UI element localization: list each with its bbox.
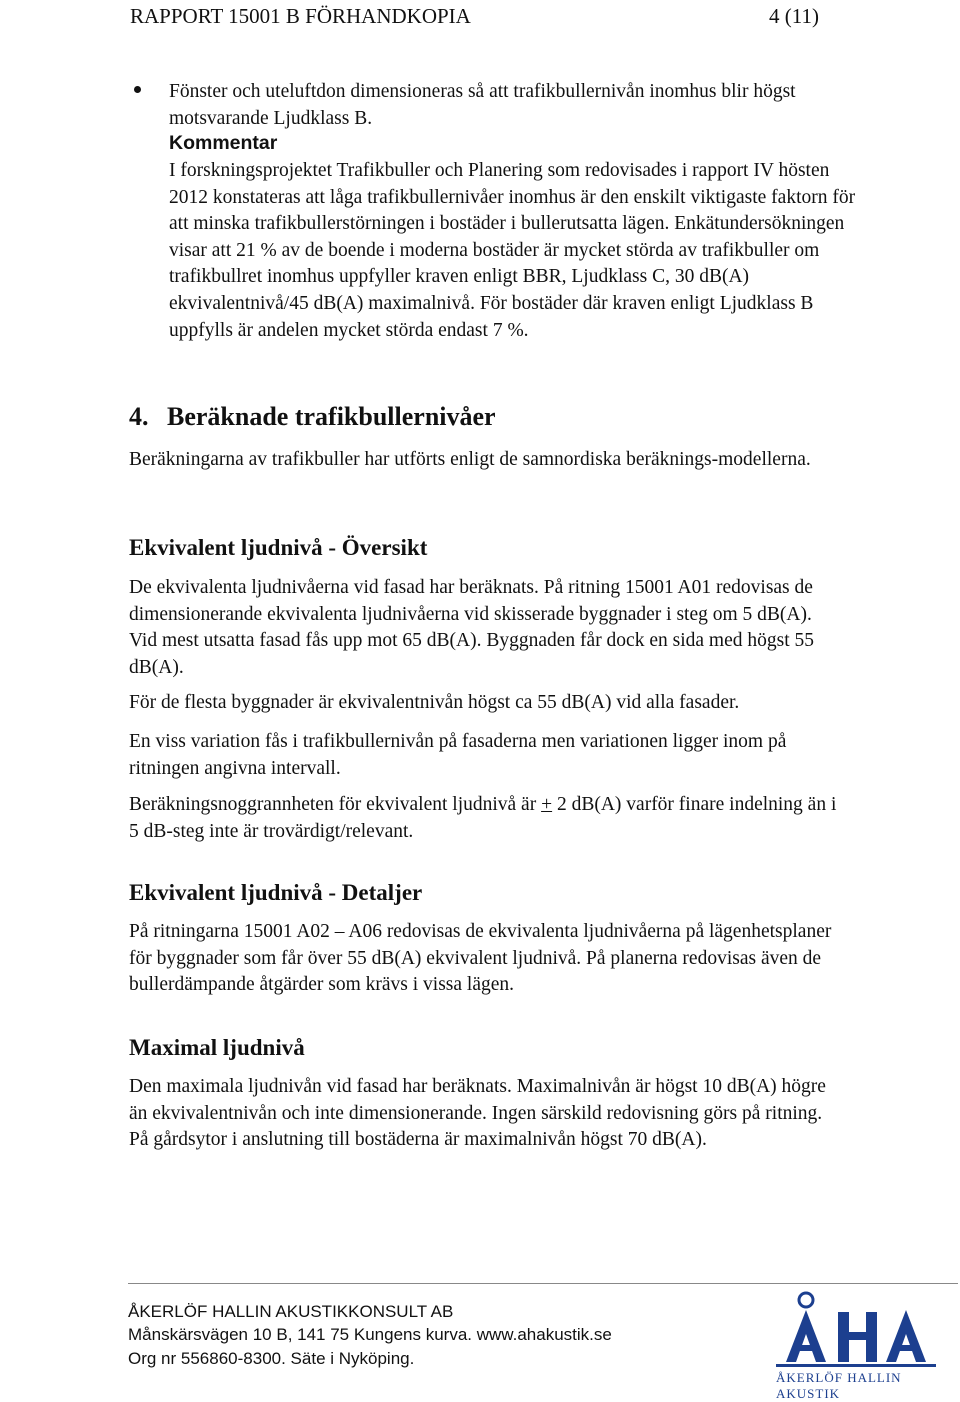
report-title: RAPPORT 15001 B FÖRHANDKOPIA [130,4,471,28]
footer-address: Månskärsvägen 10 B, 141 75 Kungens kurva. www.ahakustik.se [128,1325,612,1344]
page-number: 4 (11) [769,4,819,28]
comment-body: I forskningsprojektet Trafikbuller och Planering som redovisades i rapport IV hösten 2012 konstateras att låga trafikbullernivåer inomhus är den enskilt viktigaste faktorn för att minska trafikbullerstörningen i bostäder i bullerutsatta lägen. Enkätundersökningen visar att 21 % av de boende i moderna bostäder är mycket störda av trafikbuller om trafikbullret inomhus uppfyller kraven enligt BBR, Ljudklass C, 30 dB(A) ekvivalentnivå/45 dB(A) maximalnivå. För bostäder där kraven enligt Ljudklass B uppfylls är andelen mycket störda endast 7 %. [169,160,856,341]
overview-paragraph-4 [129,792,839,845]
footer-company: ÅKERLÖF HALLIN AKUSTIKKONSULT AB [128,1302,454,1321]
plus-minus-sign: + [541,794,553,815]
details-paragraph: På ritningarna 15001 A02 – A06 redovisas de ekvivalenta ljudnivåerna på lägenhetsplaner för byggnader som får över 55 dB(A) ekvivalent ljudnivå. På planerna redovisas även de bullerdämpande åtgärder som krävs i vissa lägen. [129,921,832,996]
maximal-paragraph: Den maximala ljudnivån vid fasad har beräknats. Maximalnivån är högst 10 dB(A) högre än ekvivalentnivån och inte dimensionerande. Ingen särskild redovisning görs på ritning. På gårdsytor i anslutning till bostäderna är maximalnivån högst 70 dB(A). [129,1076,826,1151]
accuracy-text-end: 2 dB(A) varför finare indelning än i 5 dB-steg inte är trovärdigt/relevant. [129,794,837,842]
footer-divider [128,1283,958,1284]
accuracy-text-start: Beräkningsnoggrannheten för ekvivalent ljudnivå är [129,794,542,815]
details-heading: Ekvivalent ljudnivå - Detaljer [129,880,423,905]
section-number: 4. [129,402,149,431]
logo-caption: ÅKERLÖF HALLIN AKUSTIK [776,1370,902,1401]
footer-org: Org nr 556860-8300. Säte i Nyköping. [128,1349,415,1368]
comment-heading: Kommentar [169,132,278,154]
overview-paragraph-2: För de flesta byggnader är ekvivalentnivån högst ca 55 dB(A) vid alla fasader. [129,692,740,713]
bullet-icon [134,86,141,93]
section-title: Beräknade trafikbullernivåer [167,402,496,431]
section-intro: Beräkningarna av trafikbuller har utförts enligt de samnordiska beräknings-modellerna. [129,449,811,470]
overview-paragraph-1: De ekvivalenta ljudnivåerna vid fasad har beräknats. På ritning 15001 A01 redovisas de dimensionerande ekvivalenta ljudnivåerna vid skisserade byggnader i steg om 5 dB(A). Vid mest utsatta fasad fås upp mot 65 dB(A). Byggnaden får dock en sida med högst 55 dB(A). [129,577,814,678]
overview-heading: Ekvivalent ljudnivå - Översikt [129,535,428,560]
maximal-heading: Maximal ljudnivå [129,1035,305,1060]
bullet-text: Fönster och uteluftdon dimensioneras så att trafikbullernivån inomhus blir högst motsvarande Ljudklass B. [169,81,796,129]
overview-paragraph-3: En viss variation fås i trafikbullernivån på fasaderna men variationen ligger inom på ritningen angivna intervall. [129,731,787,779]
